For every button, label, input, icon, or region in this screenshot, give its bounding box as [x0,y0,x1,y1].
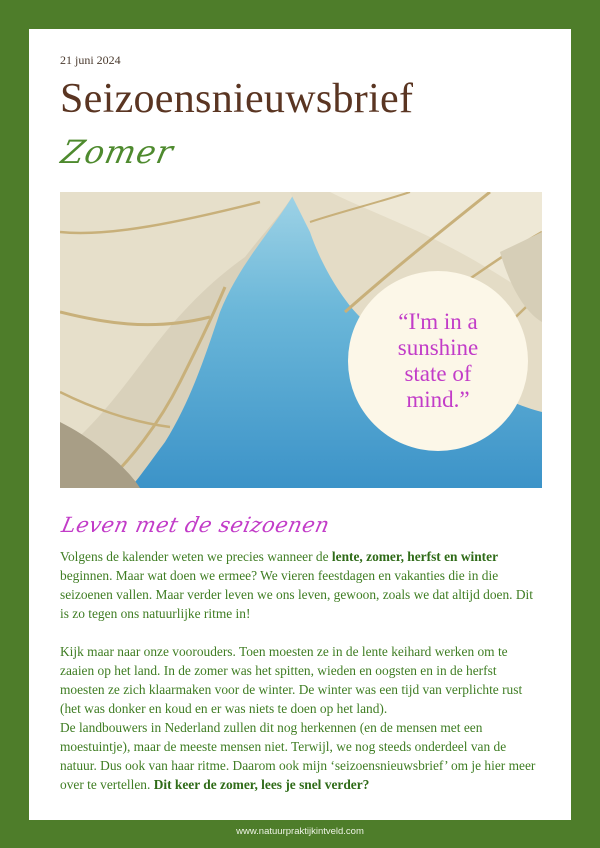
newsletter-title: Seizoensnieuwsbrief [60,76,414,122]
newsletter-page [29,29,571,820]
season-heading: Zomer [57,133,178,171]
paragraph-1 [60,547,544,623]
quote-text: “I'm in a sunshine state of mind.” [397,309,479,412]
seasons-emphasis: lente, zomer, herfst en winter [331,549,499,564]
paragraph-2-text-b: De landbouwers in Nederland zullen dit nog herkennen (en de mensen met een moestuintje), maar de meeste mensen niet. Terwijl, we nog steeds onderdeel van de natuur. Dus ook van haar ritme. Daarom ook mijn ‘seizoensnieuwsbrief’ om je hier meer over te vertellen. [60,720,536,792]
footer-website[interactable]: www.natuurpraktijkintveld.com [236,826,364,837]
paragraph-2-text-a: Kijk maar naar onze voorouders. Toen moesten ze in de lente keihard werken om te zaaien op het land. In de zomer was het spitten, wieden en oogsten en in de herfst moesten ze zich klaarmaken voor de winter. De winter was een tijd van verplichte rust (het was donker en koud en er was niets te doen op het land). [60,644,523,716]
read-on-emphasis: Dit keer de zomer, lees je snel verder? [153,777,370,792]
issue-date: 21 juni 2024 [60,53,121,67]
paragraph-2 [60,642,544,794]
section-heading: Leven met de seizoenen [59,513,332,537]
paragraph-1-text-a: Volgens de kalender weten we precies wanneer de [60,549,332,564]
quote-circle [348,271,528,451]
article-body [60,547,544,794]
paragraph-1-text-c: beginnen. Maar wat doen we ermee? We vieren feestdagen en vakanties die in die seizoenen vallen. Maar verder leven we ons leven, gewoon, zoals we dat altijd doen. Dit is zo tegen ons natuurlijke ritme in! [60,568,533,621]
